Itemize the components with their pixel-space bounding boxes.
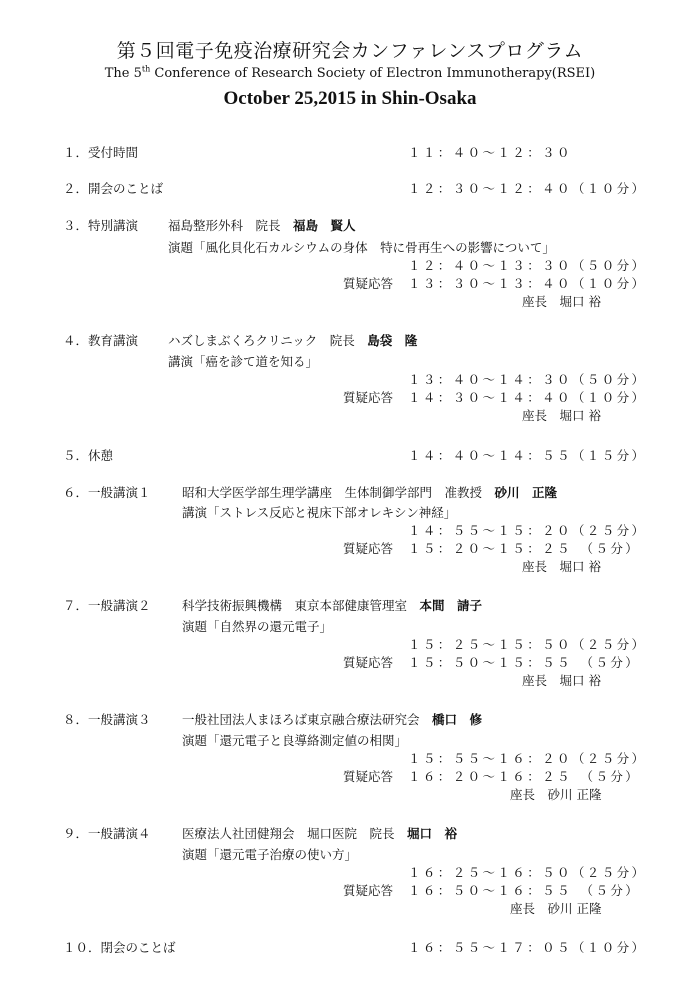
item-label: ２．開会のことば (63, 181, 164, 196)
item-time: １５：２５〜１５：５０（２５分） (408, 637, 647, 652)
item-time: １２：４０〜１３：３０（５０分） (408, 258, 647, 273)
item-label: １．受付時間 (63, 145, 139, 160)
item-time: １６：２５〜１６：５０（２５分） (408, 865, 647, 880)
speaker-name: 福島 賢人 (293, 218, 356, 233)
speaker (182, 826, 457, 842)
speaker-affiliation: 福島整形外科 院長 (168, 218, 281, 233)
item-time: １６：５５〜１７：０５（１０分） (408, 940, 647, 955)
item-label: ４．教育講演 (63, 333, 139, 348)
chair: 座長 堀口 裕 (522, 408, 601, 423)
subtitle-en-post: Conference of Research Society of Electron Immunotherapy(RSEI) (150, 66, 596, 81)
speaker-name: 本間 請子 (419, 598, 483, 613)
item-label: ７．一般講演２ (63, 598, 151, 613)
chair: 座長 堀口 裕 (522, 294, 601, 309)
qa-label: 質疑応答 (343, 655, 394, 670)
qa-time: １６：５０〜１６：５５ （５分） (408, 883, 641, 898)
item-time: １５：５５〜１６：２０（２５分） (408, 751, 647, 766)
page-title: 第５回電子免疫治療研究会カンファレンスプログラム (116, 40, 584, 62)
speaker-affiliation: ハズしまぶくろクリニック 院長 (168, 333, 355, 348)
qa-label: 質疑応答 (343, 541, 394, 556)
speaker-name: 堀口 裕 (407, 826, 458, 841)
item-label: ９．一般講演４ (63, 826, 151, 841)
speaker-affiliation: 一般社団法人まほろば東京融合療法研究会 (182, 712, 420, 727)
item-time: １４：５５〜１５：２０（２５分） (408, 523, 647, 538)
item-label: ５．休憩 (63, 448, 114, 463)
item-time: １３：４０〜１４：３０（５０分） (408, 372, 647, 387)
item-time: １４：４０〜１４：５５（１５分） (408, 448, 647, 463)
speaker (168, 218, 356, 234)
speaker (182, 485, 557, 501)
qa-time: １４：３０〜１４：４０（１０分） (408, 390, 647, 405)
chair: 座長 堀口 裕 (522, 559, 601, 574)
speaker-name: 橋口 修 (432, 712, 483, 727)
qa-time: １５：２０〜１５：２５ （５分） (408, 541, 641, 556)
speaker (182, 598, 482, 614)
qa-label: 質疑応答 (343, 769, 394, 784)
speaker-name: 島袋 隆 (367, 333, 418, 348)
chair: 座長 砂川 正隆 (510, 901, 602, 916)
item-label: １０．閉会のことば (63, 940, 176, 955)
item-label: ８．一般講演３ (63, 712, 151, 727)
qa-time: １３：３０〜１３：４０（１０分） (408, 276, 647, 291)
speaker-affiliation: 医療法人社団健翔会 堀口医院 院長 (182, 826, 395, 841)
speaker-name: 砂川 正隆 (494, 485, 558, 500)
topic: 演題「自然界の還元電子」 (182, 619, 333, 634)
speaker-affiliation: 昭和大学医学部生理学講座 生体制御学部門 准教授 (182, 485, 483, 500)
subtitle-en-pre: The 5 (104, 66, 142, 81)
topic: 演題「還元電子と良導絡測定値の相関」 (182, 733, 408, 748)
speaker (182, 712, 482, 728)
topic: 講演「癌を診て道を知る」 (168, 354, 319, 369)
speaker (168, 333, 417, 349)
item-time: １２：３０〜１２：４０（１０分） (408, 181, 647, 196)
qa-label: 質疑応答 (343, 390, 394, 405)
qa-time: １５：５０〜１５：５５ （５分） (408, 655, 641, 670)
chair: 座長 砂川 正隆 (510, 787, 602, 802)
subtitle-en-sup: th (141, 64, 151, 74)
item-label: ６．一般講演１ (63, 485, 151, 500)
chair: 座長 堀口 裕 (522, 673, 601, 688)
item-time: １１：４０〜１２：３０ (408, 145, 572, 160)
item-label: ３．特別講演 (63, 218, 139, 233)
page-subtitle-en (0, 66, 700, 81)
topic: 演題「還元電子治療の使い方」 (182, 847, 358, 862)
qa-time: １６：２０〜１６：２５ （５分） (408, 769, 641, 784)
qa-label: 質疑応答 (343, 276, 394, 291)
topic: 講演「ストレス反応と視床下部オレキシン神経」 (182, 505, 457, 520)
event-date: October 25,2015 in Shin-Osaka (223, 88, 477, 109)
speaker-affiliation: 科学技術振興機構 東京本部健康管理室 (182, 598, 408, 613)
qa-label: 質疑応答 (343, 883, 394, 898)
topic: 演題「風化貝化石カルシウムの身体 特に骨再生への影響について」 (168, 240, 555, 255)
